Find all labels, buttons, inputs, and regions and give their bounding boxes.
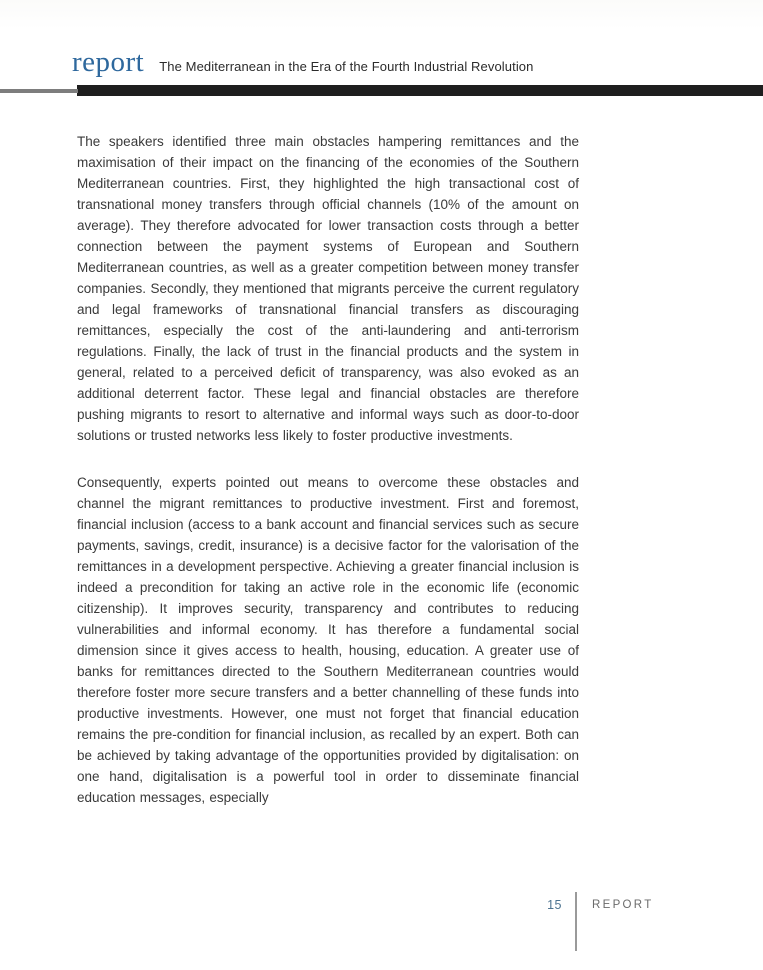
body-paragraph-2: Consequently, experts pointed out means to overcome these obstacles and channel the migrant remittances to productive investment. First and foremost, financial inclusion (access to a bank account and financial services such as secure payments, savings, credit, insurance) is a decisive factor for the valorisation of the remittances in a development perspective. Achieving a greater financial inclusion is indeed a precondition for taking an active role in the economic life (economic citizenship). It improves security, transparency and contributes to reducing vulnerabilities and informal economy. It has therefore a fundamental social dimension since it gives access to health, housing, education. A greater use of banks for remittances directed to the Southern Mediterranean countries would therefore foster more secure transfers and a better channelling of these funds into productive investments. However, one must not forget that financial education remains the pre-condition for financial inclusion, as recalled by an expert. Both can be achieved by taking advantage of the opportunities provided by digitalisation: on one hand, digitalisation is a powerful tool in order to disseminate financial education messages, especially [77,475,579,805]
report-logo: report [72,46,145,78]
page-number: 15 [547,898,562,912]
header-rule-gutter-segment [0,89,78,93]
body-paragraph-1: The speakers identified three main obstacles hampering remittances and the maximisation of their impact on the financing of the economies of the Southern Mediterranean countries. First, they highlighted the high transactional cost of transnational money transfers through official channels (10% of the amount on average). They therefore advocated for lower transaction costs through a better connection between the payment systems of European and Southern Mediterranean countries, as well as a greater competition between money transfer companies. Secondly, they mentioned that migrants perceive the current regulatory and legal frameworks of transnational financial transfers as discouraging remittances, especially the cost of the anti-laundering and anti-terrorism regulations. Finally, the lack of trust in the financial products and the system in general, related to a perceived deficit of transparency, was also evoked as an additional deterrent factor. These legal and financial obstacles are therefore pushing migrants to resort to alternative and informal ways such as door-to-door solutions or trusted networks less likely to foster productive investments. [77,134,579,443]
body-text-block [77,131,579,834]
footer-divider-line [575,892,577,951]
footer-report-label: REPORT [592,899,654,911]
header-rule [77,85,763,96]
page-header [72,48,533,77]
document-title: The Mediterranean in the Era of the Fourth Industrial Revolution [159,59,534,74]
